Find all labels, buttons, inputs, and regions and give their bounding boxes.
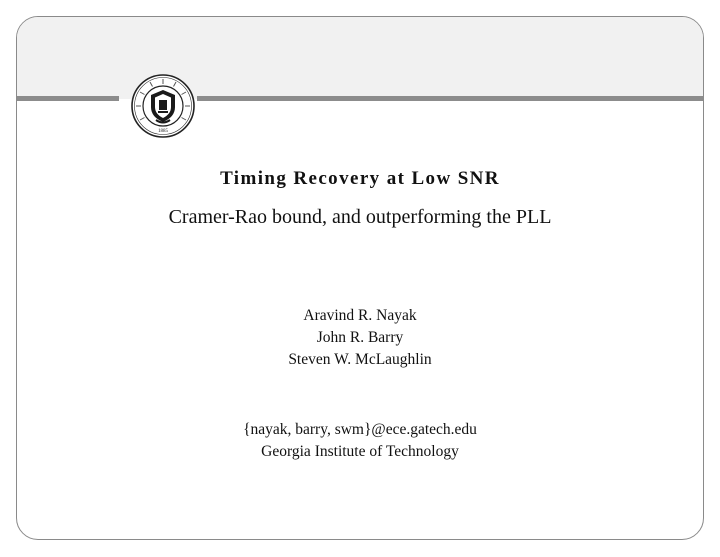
author-emails: {nayak, barry, swm}@ece.gatech.edu bbox=[243, 421, 477, 438]
header-band bbox=[17, 17, 703, 99]
author-name: Aravind R. Nayak bbox=[303, 307, 417, 324]
seal-year: 1885 bbox=[158, 129, 168, 134]
header-rule-left bbox=[17, 96, 119, 101]
author-name: Steven W. McLaughlin bbox=[288, 351, 432, 368]
slide bbox=[16, 16, 704, 540]
slide-title: Timing Recovery at Low SNR bbox=[220, 168, 500, 189]
georgia-tech-seal-icon bbox=[131, 74, 195, 138]
author-list bbox=[17, 305, 703, 371]
institution-name: Georgia Institute of Technology bbox=[261, 443, 459, 460]
slide-subtitle: Cramer-Rao bound, and outperforming the PLL bbox=[168, 206, 552, 228]
affiliation-block bbox=[17, 419, 703, 463]
author-name: John R. Barry bbox=[316, 329, 404, 346]
header-rule-right bbox=[197, 96, 703, 101]
